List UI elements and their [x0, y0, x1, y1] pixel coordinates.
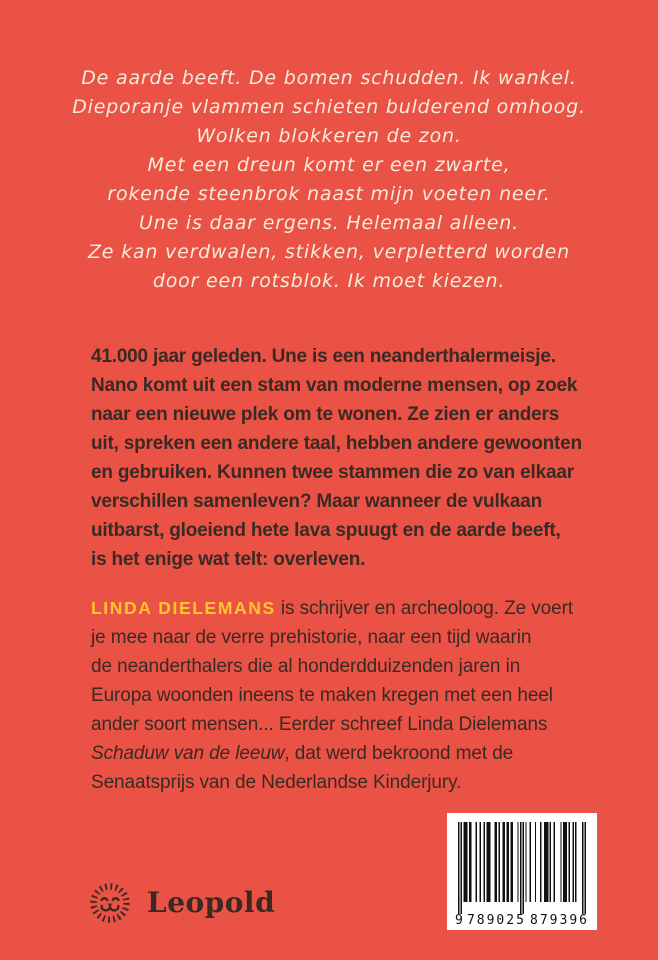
poem-line: Wolken blokkeren de zon. [196, 125, 462, 147]
barcode [447, 813, 597, 930]
blurb-line: uit, spreken een andere taal, hebben andere gewoonten [91, 433, 582, 454]
bio-line: Senaatsprijs van de Nederlandse Kinderjury. [91, 772, 462, 793]
blurb-line: Nano komt uit een stam van moderne mensen, op zoek [91, 375, 578, 396]
bio-line: ander soort mensen... Eerder schreef Linda Dielemans [91, 714, 548, 735]
barcode-group-left: 789025 [466, 913, 526, 928]
barcode-number [455, 913, 589, 928]
lion-icon [86, 879, 134, 927]
bio-line: je mee naar de verre prehistorie, naar een tijd waarin [91, 627, 532, 648]
author-bio-block [91, 594, 631, 797]
poem-line: rokende steenbrok naast mijn voeten neer. [107, 183, 551, 205]
poem-line: Ze kan verdwalen, stikken, verpletterd worden [87, 241, 571, 263]
blurb-line: en gebruiken. Kunnen twee stammen die zo van elkaar [91, 462, 574, 483]
publisher-logo [86, 879, 275, 927]
blurb-line: 41.000 jaar geleden. Une is een neanderthalermeisje. [91, 346, 556, 367]
blurb-line: naar een nieuwe plek om te wonen. Ze zien er anders [91, 404, 560, 425]
previous-book-title: Schaduw van de leeuw [91, 743, 285, 764]
bio-line [91, 739, 631, 768]
author-name: LINDA DIELEMANS [91, 598, 276, 618]
blurb-line: verschillen samenleven? Maar wanneer de vulkaan [91, 491, 543, 512]
publisher-name: Leopold [147, 885, 276, 919]
bio-line: de neanderthalers die al honderdduizenden jaren in [91, 656, 521, 677]
poem-block [0, 64, 658, 296]
poem-line: Dieporanje vlammen schieten bulderend omhoog. [72, 96, 586, 118]
bio-line [91, 594, 631, 623]
barcode-bars [458, 822, 586, 914]
bio-text: , dat werd bekroond met de [284, 743, 514, 764]
blurb-line: uitbarst, gloeiend hete lava spuugt en de aarde beeft, [91, 520, 561, 541]
poem-line: Une is daar ergens. Helemaal alleen. [139, 212, 519, 234]
poem-line: Met een dreun komt er een zwarte, [147, 154, 511, 176]
bio-line: Europa woonden ineens te maken kregen met een heel [91, 685, 553, 706]
barcode-group-right: 879396 [530, 913, 589, 928]
bio-text: is schrijver en archeoloog. Ze voert [275, 598, 574, 619]
synopsis-block [91, 342, 631, 574]
blurb-line: is het enige wat telt: overleven. [91, 549, 366, 570]
poem-line: De aarde beeft. De bomen schudden. Ik wankel. [81, 67, 577, 89]
barcode-prefix: 9 [455, 913, 463, 928]
poem-line: door een rotsblok. Ik moet kiezen. [152, 270, 506, 292]
